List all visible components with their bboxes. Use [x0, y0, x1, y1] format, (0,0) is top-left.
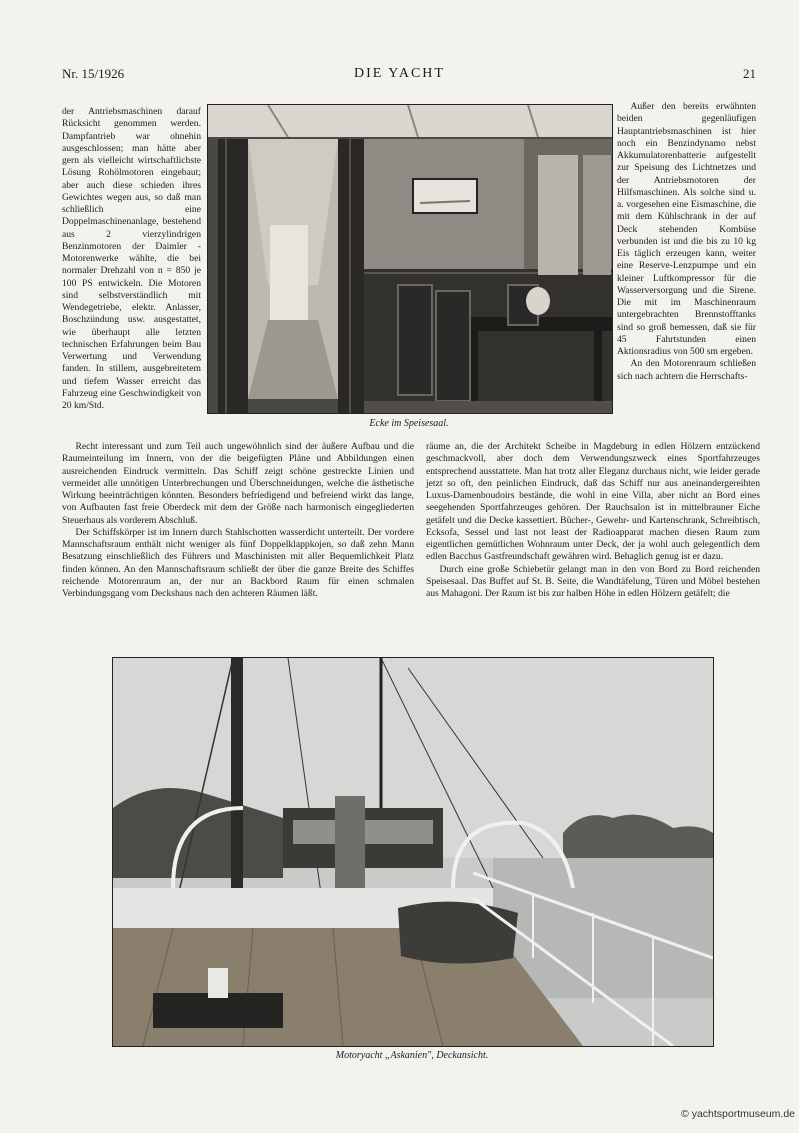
paragraph: Durch eine große Schiebetür gelangt man in den von Bord zu Bord reichenden Speisesaal. Das Buffet auf St. B. Seite, die Wandtäfelung, Türen und Möbel bestehen aus Mahagoni. Der Raum ist bis zur halben Höhe in edlen Hölzern getäfelt; die [426, 563, 760, 599]
paragraph: Der Schiffskörper ist im Innern durch Stahlschotten wasserdicht unterteilt. Der vordere Mannschaftsraum enthält nicht weniger als fünf Doppelklappkojen, so daß zehn Mann Besatzung einschließlich des Führers und Maschinisten mit aller Bequemlichkeit Platz finden können. An den Mannschaftsraum schließt der über die ganze Breite des Schiffes reichende Motorenraum an, der nur an Backbord Raum für einen schmalen Verbindungsgang vom Deckshaus nach den achteren Räumen läßt. [62, 526, 414, 599]
paragraph: der Antriebsmaschinen darauf Rücksicht genommen werden. Dampfantrieb war ohnehin ausgeschlossen; man hätte aber gern als vielleicht wirtschaftlichste Lösung Rohölmotoren eingebaut; aber auch diese schieden ihres Gewichtes wegen aus, so daß man schließlich eine Doppelmaschinenanlage, bestehend aus 2 vierzylindrigen Benzinmotoren der Daimler - Motorenwerke wählte, die bei normaler Drehzahl von n = 850 je 100 PS entwickeln. Die Motoren sind selbstverständlich mit Wendegetriebe, elektr. Anlasser, Boschzündung usw. ausgestattet, wie überhaupt alle letzten technischen Erfahrungen beim Bau Verwertung und Verwendung fanden. In stillem, ausgebreitetem und tiefem Wasser erreicht das Fahrzeug eine Geschwindigkeit von 20 km/Std. [62, 106, 201, 411]
text-column-bottom-left [62, 441, 414, 600]
yacht-deck-illustration [113, 658, 713, 1046]
deck-view-caption: Motoryacht „Askanien", Deckansicht. [335, 1050, 489, 1061]
text-column-right [617, 101, 756, 383]
dining-room-illustration [208, 105, 612, 413]
issue-number: Nr. 15/1926 [62, 66, 125, 81]
paragraph: Recht interessant und zum Teil auch ungewöhnlich sind der äußere Aufbau und die Raumeinteilung im Innern, von der die beigefügten Pläne und Abbildungen einen ausreichenden Eindruck vermitteln. Das Schiff zeigt schöne gestreckte Linien und vermeidet alle unnötigen Unterbrechungen und Überschneidungen, welche die ästhetische Wirkung beeinträchtigen könnten. Besonders befriedigend und befreiend wirkt das lange, von Aufbauten fast freie Oberdeck mit dem der Größe nach harmonisch eingegliederten Steuerhaus als vorderem Abschluß. [62, 441, 414, 526]
paragraph: Außer den bereits erwähnten beiden gegenläufigen Hauptantriebsmaschinen ist hier noch ein Benzindynamo nebst Akkumulatorenbatterie aufgestellt zur Speisung des Lichtnetzes und der Antriebsmotoren der Hilfsmaschinen. Als solche sind u. a. vorgesehen eine Eismaschine, die mit dem Kühlschrank in der auf Deck stehenden Kombüse verbunden ist und die bis zu 10 kg Eis täglich erzeugen kann, weiter eine Reserve-Lenzpumpe und ein kleiner Luftkompressor für die Wasserversorgung und die Sirene. Die mit im Maschinenraum untergebrachten Brennstofftanks sind so groß bemessen, daß sie für 45 Fahrtstunden einen Aktionsradius von 500 sm ergeben. [617, 101, 756, 357]
dining-room-caption: Ecke im Speisesaal. [369, 418, 449, 429]
paragraph: räume an, die der Architekt Scheibe in Magdeburg in edlen Hölzern entzückend geschmackvoll, aber doch dem Verwendungszweck eines Sportfahrzeuges entsprechend ausstattete. Man hat trotz aller Eleganz durchaus nicht, wie leider gerade jetzt so oft, den peinlichen Eindruck, daß das Schiff nur aus aneinandergereihten Luxus-Damenboudoirs bestände, die wohl in eine Villa, aber nicht an Bord eines seegehenden Sportfahrzeuges gehören. Der Rauchsalon ist in mittelbrauner Eiche getäfelt und die Decke kassettiert. Bücher-, Gewehr- und Kartenschrank, Schreibtisch, Ecksofa, Sessel und last not least der Radioapparat machen diesen Raum zum eigentlichen gemütlichen Wohnraum unter Deck, der ja wohl auch gelegentlich dem edlen Bacchus Gastfreundschaft gewähren wird. Behaglich genug ist er dazu. [426, 441, 760, 563]
watermark: © yachtsportmuseum.de [681, 1108, 795, 1120]
magazine-title: DIE YACHT [354, 66, 445, 81]
page-number: 21 [743, 66, 756, 81]
text-column-bottom-right [426, 441, 760, 600]
text-column-left [62, 106, 201, 412]
paragraph: An den Motorenraum schließen sich nach achtern die Herrschafts- [617, 358, 756, 382]
dining-room-photo [207, 104, 613, 414]
deck-view-photo [112, 657, 714, 1047]
